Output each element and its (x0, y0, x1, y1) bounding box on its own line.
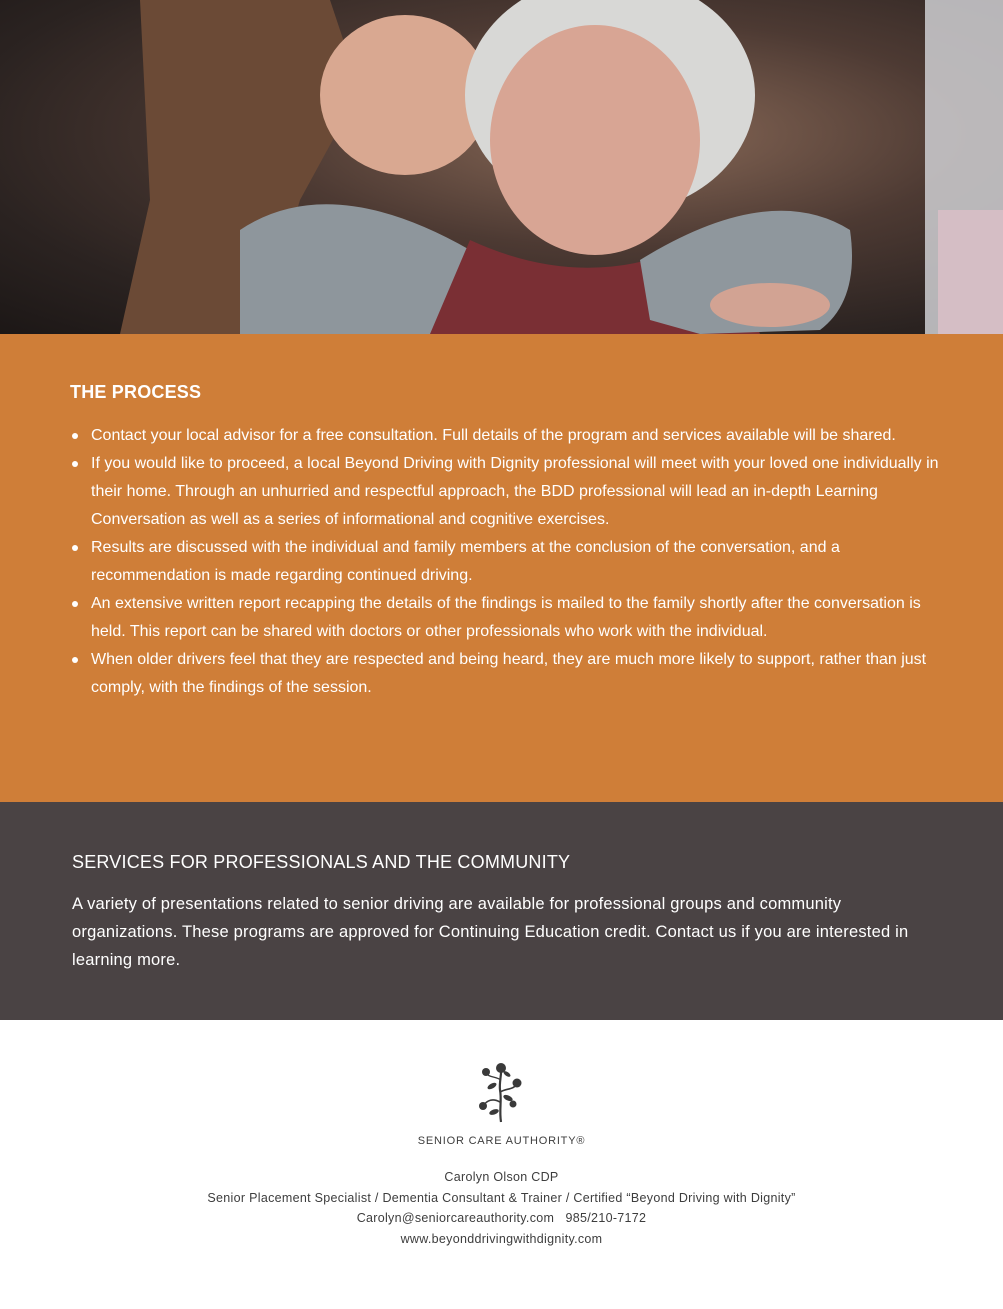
process-section (0, 334, 1003, 802)
bullet-icon (72, 545, 78, 551)
hero-photo (0, 0, 1003, 334)
contact-titles: Senior Placement Specialist / Dementia Consultant & Trainer / Certified “Beyond Driving with Dignity” (207, 1190, 796, 1205)
hero-illustration (0, 0, 1003, 334)
brand-name: SENIOR CARE AUTHORITY® (417, 1135, 586, 1147)
services-body: A variety of presentations related to senior driving are available for professional groups and community organizations. These programs are approved for Continuing Education credit. Contact us if you are interested in learning more. (72, 895, 909, 969)
flower-branch-icon (477, 1062, 525, 1124)
bullet-icon (72, 601, 78, 607)
contact-block (0, 1167, 1003, 1249)
contact-name: Carolyn Olson CDP (444, 1170, 559, 1184)
website-link[interactable]: www.beyonddrivingwithdignity.com (400, 1231, 603, 1246)
footer (0, 1020, 1003, 1309)
bullet-icon (72, 433, 78, 439)
services-heading: SERVICES FOR PROFESSIONALS AND THE COMMUNITY (72, 852, 571, 872)
services-section (0, 802, 1003, 1020)
list-item: Results are discussed with the individual and family members at the conclusion of the conversation, and a recommendation is made regarding continued driving. (70, 534, 940, 590)
list-item: Contact your local advisor for a free consultation. Full details of the program and services available will be shared. (70, 422, 940, 450)
bullet-icon (72, 461, 78, 467)
bullet-icon (72, 657, 78, 663)
list-item: When older drivers feel that they are respected and being heard, they are much more likely to support, rather than just comply, with the findings of the session. (70, 646, 940, 702)
process-heading: THE PROCESS (70, 382, 202, 402)
list-item: An extensive written report recapping the details of the findings is mailed to the family shortly after the conversation is held. This report can be shared with doctors or other professionals who work with the individual. (70, 590, 940, 646)
process-list (70, 422, 940, 702)
list-item: If you would like to proceed, a local Beyond Driving with Dignity professional will meet with your loved one individually in their home. Through an unhurried and respectful approach, the BDD professional will lead an in-depth Learning Conversation as well as a series of informational and cognitive exercises. (70, 450, 940, 534)
contact-email-phone[interactable]: Carolyn@seniorcareauthority.com 985/210-7172 (356, 1211, 647, 1225)
